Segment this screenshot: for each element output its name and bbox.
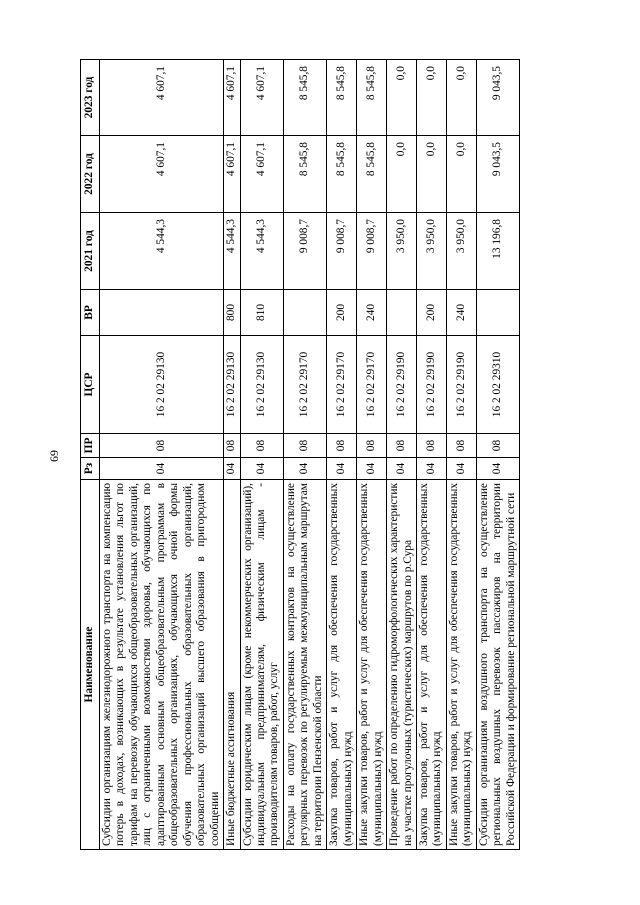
row-csr: 16 2 02 29190	[416, 336, 446, 434]
header-2023: 2023 год	[81, 60, 100, 136]
row-csr: 16 2 02 29170	[283, 336, 326, 434]
row-2023: 8 545,8	[357, 60, 387, 136]
table-row	[387, 60, 417, 850]
row-csr: 16 2 02 29190	[387, 336, 417, 434]
row-2023: 8 545,8	[283, 60, 326, 136]
row-csr: 16 2 02 29130	[100, 336, 224, 434]
row-2021: 4 544,3	[100, 213, 224, 290]
row-2022: 8 545,8	[357, 136, 387, 213]
row-csr: 16 2 02 29170	[357, 336, 387, 434]
row-rz: 04	[327, 458, 357, 480]
table-row	[327, 60, 357, 850]
row-name: Расходы на оплату государственных контрактов на осуществление регулярных перевозок по регулируемым межмуниципальным маршрутам на территории Пензенской области	[283, 480, 326, 850]
row-pr: 08	[357, 434, 387, 458]
row-pr: 08	[240, 434, 283, 458]
row-2021: 3 950,0	[387, 213, 417, 290]
row-rz: 04	[446, 458, 476, 480]
row-rz: 04	[357, 458, 387, 480]
table-row	[446, 60, 476, 850]
row-vr: 200	[416, 290, 446, 336]
row-name: Иные бюджетные ассигнования	[224, 480, 240, 850]
row-vr: 240	[446, 290, 476, 336]
table-row	[357, 60, 387, 850]
row-2022: 4 607,1	[224, 136, 240, 213]
row-2021: 9 008,7	[357, 213, 387, 290]
row-vr	[387, 290, 417, 336]
row-pr: 08	[476, 434, 519, 458]
row-2023: 0,0	[446, 60, 476, 136]
table-row	[416, 60, 446, 850]
row-2021: 4 544,3	[240, 213, 283, 290]
row-pr: 08	[446, 434, 476, 458]
row-2022: 4 607,1	[100, 136, 224, 213]
header-vr: ВР	[81, 290, 100, 336]
header-csr: ЦСР	[81, 336, 100, 434]
row-rz: 04	[476, 458, 519, 480]
row-name: Проведение работ по определению гидроморфологических характеристик на участке прогулочных (туристических) маршрутов по р.Сура	[387, 480, 417, 850]
row-csr: 16 2 02 29130	[240, 336, 283, 434]
row-2021: 4 544,3	[224, 213, 240, 290]
row-name: Иные закупки товаров, работ и услуг для обеспечения государственных (муниципальных) нужд	[357, 480, 387, 850]
row-csr: 16 2 02 29130	[224, 336, 240, 434]
row-2023: 4 607,1	[100, 60, 224, 136]
row-name: Закупка товаров, работ и услуг для обеспечения государственных (муниципальных) нужд	[327, 480, 357, 850]
row-pr: 08	[283, 434, 326, 458]
row-csr: 16 2 02 29310	[476, 336, 519, 434]
table-row	[240, 60, 283, 850]
row-2023: 9 043,5	[476, 60, 519, 136]
table-row	[100, 60, 224, 850]
row-rz: 04	[224, 458, 240, 480]
row-name: Субсидии организациям воздушного транспорта на осуществление региональных воздушных перевозок пассажиров на территории Российской Федерации и формирование региональной маршрутной сети	[476, 480, 519, 850]
row-rz: 04	[387, 458, 417, 480]
table-row	[283, 60, 326, 850]
row-vr	[476, 290, 519, 336]
row-2022: 8 545,8	[327, 136, 357, 213]
header-pr: ПР	[81, 434, 100, 458]
row-name: Иные закупки товаров, работ и услуг для обеспечения государственных (муниципальных) нужд	[446, 480, 476, 850]
row-vr: 240	[357, 290, 387, 336]
row-rz: 04	[100, 458, 224, 480]
budget-table	[80, 59, 520, 850]
row-2023: 0,0	[416, 60, 446, 136]
row-2023: 4 607,1	[224, 60, 240, 136]
header-name: Наименование	[81, 480, 100, 850]
row-2021: 3 950,0	[416, 213, 446, 290]
row-2022: 0,0	[387, 136, 417, 213]
row-pr: 08	[416, 434, 446, 458]
table-row	[476, 60, 519, 850]
row-vr: 810	[240, 290, 283, 336]
table-row	[224, 60, 240, 850]
row-pr: 08	[327, 434, 357, 458]
budget-table-container	[80, 60, 640, 850]
row-2023: 0,0	[387, 60, 417, 136]
row-2021: 9 008,7	[327, 213, 357, 290]
row-vr	[100, 290, 224, 336]
row-vr: 800	[224, 290, 240, 336]
header-rz: Рз	[81, 458, 100, 480]
header-2021: 2021 год	[81, 213, 100, 290]
row-csr: 16 2 02 29190	[446, 336, 476, 434]
row-name: Субсидии юридическим лицам (кроме некоммерческих организаций), индивидуальным предпринимателям, физическим лицам - производителям товаров, работ, услуг	[240, 480, 283, 850]
row-2021: 13 196,8	[476, 213, 519, 290]
table-header-row	[81, 60, 100, 850]
row-2023: 4 607,1	[240, 60, 283, 136]
row-2021: 9 008,7	[283, 213, 326, 290]
row-pr: 08	[387, 434, 417, 458]
row-pr: 08	[224, 434, 240, 458]
row-vr	[283, 290, 326, 336]
row-2022: 9 043,5	[476, 136, 519, 213]
row-rz: 04	[283, 458, 326, 480]
row-2023: 8 545,8	[327, 60, 357, 136]
row-2022: 0,0	[446, 136, 476, 213]
row-2022: 8 545,8	[283, 136, 326, 213]
page-number: 69	[47, 450, 61, 462]
row-vr: 200	[327, 290, 357, 336]
row-name: Закупка товаров, работ и услуг для обеспечения государственных (муниципальных) нужд	[416, 480, 446, 850]
row-2022: 4 607,1	[240, 136, 283, 213]
row-2021: 3 950,0	[446, 213, 476, 290]
row-rz: 04	[240, 458, 283, 480]
row-name: Субсидии организациям железнодорожного транспорта на компенсацию потерь в доходах, возникающих в результате установления льгот по тарифам на перевозку обучающихся общеобразовательных организаций, лиц с ограниченными возможностями здоровья, обучающихся по адаптированным основным общеобразовательным программам в общеобразовательных организациях, обучающихся очной формы обучения профессиональных образовательных организаций, образовательных организаций высшего образования в пригородном сообщении	[100, 480, 224, 850]
row-csr: 16 2 02 29170	[327, 336, 357, 434]
header-2022: 2022 год	[81, 136, 100, 213]
row-2022: 0,0	[416, 136, 446, 213]
row-rz: 04	[416, 458, 446, 480]
row-pr: 08	[100, 434, 224, 458]
